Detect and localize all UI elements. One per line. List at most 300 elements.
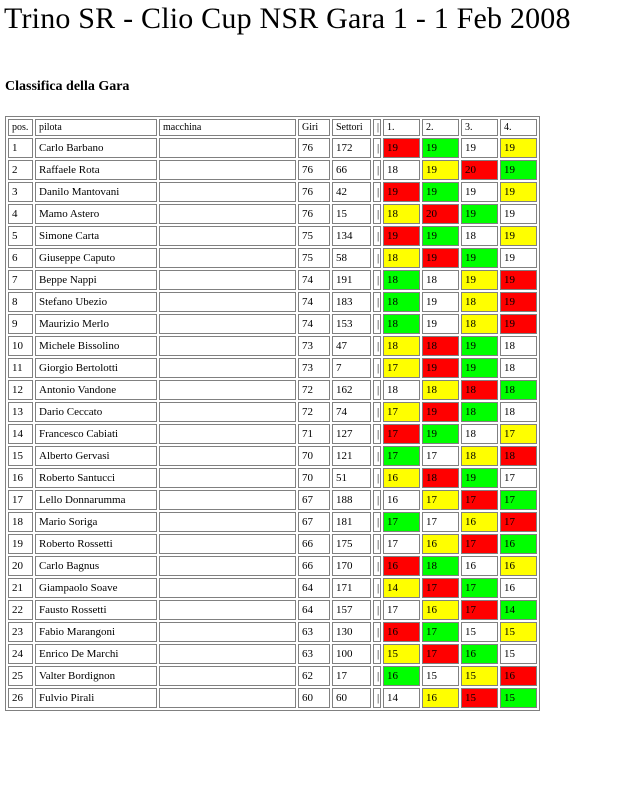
- cell-separator: |: [373, 380, 381, 400]
- cell-separator: |: [373, 292, 381, 312]
- cell-lane-1: 19: [383, 138, 420, 158]
- cell-giri: 72: [298, 380, 330, 400]
- cell-lane-3: 15: [461, 688, 498, 708]
- cell-lane-3: 19: [461, 248, 498, 268]
- cell-macchina: [159, 138, 296, 158]
- cell-separator: |: [373, 644, 381, 664]
- cell-lane-2: 16: [422, 600, 459, 620]
- cell-lane-2: 15: [422, 666, 459, 686]
- cell-lane-3: 18: [461, 314, 498, 334]
- cell-settori: 51: [332, 468, 371, 488]
- cell-separator: |: [373, 578, 381, 598]
- cell-separator: |: [373, 358, 381, 378]
- cell-giri: 70: [298, 446, 330, 466]
- cell-pos: 21: [8, 578, 33, 598]
- cell-pos: 12: [8, 380, 33, 400]
- cell-lane-3: 16: [461, 512, 498, 532]
- cell-lane-3: 18: [461, 292, 498, 312]
- table-row: [8, 688, 537, 708]
- table-row: [8, 292, 537, 312]
- cell-giri: 72: [298, 402, 330, 422]
- cell-lane-2: 17: [422, 622, 459, 642]
- cell-lane-4: 19: [500, 226, 537, 246]
- table-row: [8, 204, 537, 224]
- cell-lane-1: 17: [383, 446, 420, 466]
- table-row: [8, 402, 537, 422]
- cell-lane-1: 17: [383, 512, 420, 532]
- page-title: Trino SR - Clio Cup NSR Gara 1 - 1 Feb 2008: [4, 2, 571, 35]
- table-row: [8, 446, 537, 466]
- cell-macchina: [159, 336, 296, 356]
- cell-giri: 75: [298, 248, 330, 268]
- cell-lane-2: 19: [422, 402, 459, 422]
- cell-giri: 76: [298, 160, 330, 180]
- cell-pilota: Fabio Marangoni: [35, 622, 157, 642]
- cell-settori: 191: [332, 270, 371, 290]
- cell-macchina: [159, 424, 296, 444]
- header-giri: Giri: [298, 119, 330, 136]
- cell-separator: |: [373, 556, 381, 576]
- cell-lane-3: 18: [461, 402, 498, 422]
- cell-lane-3: 18: [461, 446, 498, 466]
- cell-lane-2: 18: [422, 380, 459, 400]
- cell-separator: |: [373, 336, 381, 356]
- cell-lane-4: 19: [500, 204, 537, 224]
- cell-separator: |: [373, 490, 381, 510]
- cell-pos: 5: [8, 226, 33, 246]
- cell-lane-2: 19: [422, 358, 459, 378]
- cell-separator: |: [373, 622, 381, 642]
- table-row: [8, 270, 537, 290]
- table-row: [8, 512, 537, 532]
- cell-lane-1: 18: [383, 314, 420, 334]
- results-table-body: [8, 119, 537, 708]
- cell-lane-4: 17: [500, 468, 537, 488]
- cell-lane-2: 17: [422, 490, 459, 510]
- table-row: [8, 644, 537, 664]
- cell-settori: 58: [332, 248, 371, 268]
- cell-macchina: [159, 446, 296, 466]
- cell-lane-2: 16: [422, 688, 459, 708]
- cell-macchina: [159, 688, 296, 708]
- header-separator: |: [373, 119, 381, 136]
- cell-settori: 134: [332, 226, 371, 246]
- cell-lane-3: 18: [461, 380, 498, 400]
- cell-pos: 6: [8, 248, 33, 268]
- cell-pilota: Mamo Astero: [35, 204, 157, 224]
- cell-settori: 15: [332, 204, 371, 224]
- cell-pilota: Carlo Barbano: [35, 138, 157, 158]
- cell-pilota: Dario Ceccato: [35, 402, 157, 422]
- cell-macchina: [159, 600, 296, 620]
- cell-settori: 172: [332, 138, 371, 158]
- cell-lane-3: 15: [461, 622, 498, 642]
- cell-pos: 22: [8, 600, 33, 620]
- cell-pilota: Carlo Bagnus: [35, 556, 157, 576]
- cell-lane-4: 18: [500, 336, 537, 356]
- cell-giri: 63: [298, 622, 330, 642]
- cell-pilota: Francesco Cabiati: [35, 424, 157, 444]
- cell-lane-1: 17: [383, 358, 420, 378]
- cell-lane-2: 16: [422, 534, 459, 554]
- cell-lane-2: 19: [422, 138, 459, 158]
- table-row: [8, 358, 537, 378]
- cell-pilota: Enrico De Marchi: [35, 644, 157, 664]
- cell-pilota: Roberto Rossetti: [35, 534, 157, 554]
- cell-macchina: [159, 292, 296, 312]
- cell-lane-1: 19: [383, 182, 420, 202]
- cell-lane-2: 18: [422, 270, 459, 290]
- cell-macchina: [159, 644, 296, 664]
- table-row: [8, 336, 537, 356]
- cell-lane-4: 15: [500, 644, 537, 664]
- header-pilota: pilota: [35, 119, 157, 136]
- cell-giri: 73: [298, 336, 330, 356]
- cell-lane-3: 15: [461, 666, 498, 686]
- cell-lane-2: 17: [422, 644, 459, 664]
- cell-lane-3: 19: [461, 358, 498, 378]
- cell-macchina: [159, 534, 296, 554]
- cell-pos: 26: [8, 688, 33, 708]
- cell-pos: 8: [8, 292, 33, 312]
- cell-pilota: Giampaolo Soave: [35, 578, 157, 598]
- table-row: [8, 534, 537, 554]
- cell-separator: |: [373, 512, 381, 532]
- cell-lane-4: 19: [500, 292, 537, 312]
- cell-lane-3: 19: [461, 336, 498, 356]
- cell-lane-1: 17: [383, 534, 420, 554]
- cell-pos: 13: [8, 402, 33, 422]
- cell-separator: |: [373, 314, 381, 334]
- cell-settori: 121: [332, 446, 371, 466]
- cell-pos: 10: [8, 336, 33, 356]
- table-row: [8, 182, 537, 202]
- cell-lane-1: 14: [383, 688, 420, 708]
- table-row: [8, 666, 537, 686]
- cell-settori: 66: [332, 160, 371, 180]
- cell-macchina: [159, 314, 296, 334]
- cell-lane-4: 16: [500, 534, 537, 554]
- table-row: [8, 490, 537, 510]
- header-macchina: macchina: [159, 119, 296, 136]
- header-lane-3: 3.: [461, 119, 498, 136]
- cell-lane-1: 17: [383, 402, 420, 422]
- cell-pilota: Simone Carta: [35, 226, 157, 246]
- table-row: [8, 314, 537, 334]
- cell-separator: |: [373, 160, 381, 180]
- table-row: [8, 424, 537, 444]
- cell-settori: 175: [332, 534, 371, 554]
- cell-settori: 47: [332, 336, 371, 356]
- cell-lane-2: 19: [422, 160, 459, 180]
- table-row: [8, 380, 537, 400]
- cell-lane-4: 14: [500, 600, 537, 620]
- cell-pilota: Fausto Rossetti: [35, 600, 157, 620]
- table-row: [8, 578, 537, 598]
- cell-pilota: Raffaele Rota: [35, 160, 157, 180]
- cell-pos: 20: [8, 556, 33, 576]
- cell-giri: 71: [298, 424, 330, 444]
- cell-lane-4: 19: [500, 314, 537, 334]
- cell-macchina: [159, 468, 296, 488]
- cell-giri: 74: [298, 270, 330, 290]
- results-table: [5, 116, 540, 711]
- cell-pos: 25: [8, 666, 33, 686]
- cell-lane-4: 19: [500, 160, 537, 180]
- cell-pos: 16: [8, 468, 33, 488]
- cell-pos: 4: [8, 204, 33, 224]
- cell-settori: 130: [332, 622, 371, 642]
- cell-macchina: [159, 248, 296, 268]
- cell-giri: 60: [298, 688, 330, 708]
- cell-pilota: Maurizio Merlo: [35, 314, 157, 334]
- cell-lane-4: 16: [500, 556, 537, 576]
- cell-pos: 11: [8, 358, 33, 378]
- cell-giri: 67: [298, 512, 330, 532]
- cell-lane-1: 18: [383, 380, 420, 400]
- table-row: [8, 160, 537, 180]
- section-heading: Classifica della Gara: [5, 79, 130, 94]
- cell-pos: 19: [8, 534, 33, 554]
- header-lane-4: 4.: [500, 119, 537, 136]
- cell-pos: 3: [8, 182, 33, 202]
- cell-settori: 162: [332, 380, 371, 400]
- table-row: [8, 622, 537, 642]
- cell-lane-2: 18: [422, 556, 459, 576]
- cell-lane-2: 19: [422, 292, 459, 312]
- table-row: [8, 248, 537, 268]
- cell-lane-3: 16: [461, 556, 498, 576]
- cell-lane-3: 19: [461, 138, 498, 158]
- cell-settori: 183: [332, 292, 371, 312]
- cell-settori: 127: [332, 424, 371, 444]
- cell-pos: 14: [8, 424, 33, 444]
- table-row: [8, 600, 537, 620]
- cell-macchina: [159, 380, 296, 400]
- cell-lane-3: 19: [461, 204, 498, 224]
- cell-macchina: [159, 490, 296, 510]
- cell-lane-4: 15: [500, 622, 537, 642]
- cell-lane-1: 14: [383, 578, 420, 598]
- cell-lane-4: 15: [500, 688, 537, 708]
- cell-lane-3: 18: [461, 226, 498, 246]
- cell-giri: 76: [298, 182, 330, 202]
- cell-macchina: [159, 160, 296, 180]
- cell-lane-2: 19: [422, 248, 459, 268]
- cell-giri: 63: [298, 644, 330, 664]
- header-row: [8, 119, 537, 136]
- cell-lane-1: 18: [383, 270, 420, 290]
- cell-pilota: Antonio Vandone: [35, 380, 157, 400]
- cell-lane-1: 18: [383, 248, 420, 268]
- cell-lane-4: 16: [500, 666, 537, 686]
- cell-separator: |: [373, 402, 381, 422]
- cell-lane-4: 18: [500, 446, 537, 466]
- cell-macchina: [159, 204, 296, 224]
- cell-macchina: [159, 182, 296, 202]
- cell-lane-4: 18: [500, 380, 537, 400]
- cell-separator: |: [373, 182, 381, 202]
- header-settori: Settori: [332, 119, 371, 136]
- cell-lane-3: 17: [461, 534, 498, 554]
- cell-macchina: [159, 666, 296, 686]
- cell-separator: |: [373, 534, 381, 554]
- cell-macchina: [159, 402, 296, 422]
- cell-pilota: Stefano Ubezio: [35, 292, 157, 312]
- cell-lane-3: 19: [461, 182, 498, 202]
- cell-pos: 23: [8, 622, 33, 642]
- cell-lane-4: 19: [500, 182, 537, 202]
- cell-settori: 100: [332, 644, 371, 664]
- cell-pilota: Michele Bissolino: [35, 336, 157, 356]
- cell-pos: 1: [8, 138, 33, 158]
- cell-lane-3: 17: [461, 600, 498, 620]
- table-row: [8, 226, 537, 246]
- cell-pilota: Fulvio Pirali: [35, 688, 157, 708]
- cell-pilota: Giorgio Bertolotti: [35, 358, 157, 378]
- table-row: [8, 468, 537, 488]
- cell-pilota: Danilo Mantovani: [35, 182, 157, 202]
- cell-settori: 17: [332, 666, 371, 686]
- cell-lane-2: 19: [422, 314, 459, 334]
- cell-settori: 60: [332, 688, 371, 708]
- cell-lane-1: 18: [383, 160, 420, 180]
- cell-macchina: [159, 578, 296, 598]
- cell-settori: 74: [332, 402, 371, 422]
- cell-lane-2: 18: [422, 468, 459, 488]
- cell-lane-4: 16: [500, 578, 537, 598]
- cell-giri: 75: [298, 226, 330, 246]
- cell-pos: 17: [8, 490, 33, 510]
- table-row: [8, 138, 537, 158]
- cell-giri: 62: [298, 666, 330, 686]
- cell-settori: 7: [332, 358, 371, 378]
- cell-pilota: Lello Donnarumma: [35, 490, 157, 510]
- cell-separator: |: [373, 468, 381, 488]
- cell-pilota: Valter Bordignon: [35, 666, 157, 686]
- cell-separator: |: [373, 666, 381, 686]
- cell-lane-4: 17: [500, 512, 537, 532]
- cell-settori: 170: [332, 556, 371, 576]
- cell-lane-3: 17: [461, 490, 498, 510]
- cell-lane-1: 16: [383, 666, 420, 686]
- cell-separator: |: [373, 248, 381, 268]
- cell-lane-1: 16: [383, 556, 420, 576]
- cell-lane-4: 17: [500, 424, 537, 444]
- cell-pilota: Mario Soriga: [35, 512, 157, 532]
- cell-settori: 153: [332, 314, 371, 334]
- cell-pos: 2: [8, 160, 33, 180]
- cell-macchina: [159, 358, 296, 378]
- cell-separator: |: [373, 138, 381, 158]
- cell-lane-1: 19: [383, 226, 420, 246]
- cell-settori: 181: [332, 512, 371, 532]
- cell-lane-2: 18: [422, 336, 459, 356]
- cell-macchina: [159, 556, 296, 576]
- cell-giri: 64: [298, 600, 330, 620]
- header-lane-2: 2.: [422, 119, 459, 136]
- cell-separator: |: [373, 204, 381, 224]
- cell-lane-2: 20: [422, 204, 459, 224]
- cell-pos: 9: [8, 314, 33, 334]
- cell-separator: |: [373, 270, 381, 290]
- cell-lane-3: 18: [461, 424, 498, 444]
- cell-giri: 70: [298, 468, 330, 488]
- cell-pilota: Roberto Santucci: [35, 468, 157, 488]
- cell-lane-4: 19: [500, 248, 537, 268]
- header-lane-1: 1.: [383, 119, 420, 136]
- cell-lane-4: 19: [500, 138, 537, 158]
- cell-lane-1: 18: [383, 204, 420, 224]
- cell-settori: 157: [332, 600, 371, 620]
- cell-macchina: [159, 622, 296, 642]
- cell-giri: 66: [298, 534, 330, 554]
- cell-lane-1: 16: [383, 622, 420, 642]
- table-row: [8, 556, 537, 576]
- cell-lane-1: 16: [383, 490, 420, 510]
- cell-giri: 66: [298, 556, 330, 576]
- cell-settori: 171: [332, 578, 371, 598]
- cell-pilota: Giuseppe Caputo: [35, 248, 157, 268]
- cell-pos: 7: [8, 270, 33, 290]
- cell-lane-2: 17: [422, 578, 459, 598]
- cell-giri: 73: [298, 358, 330, 378]
- cell-pos: 18: [8, 512, 33, 532]
- cell-lane-1: 16: [383, 468, 420, 488]
- cell-separator: |: [373, 446, 381, 466]
- cell-lane-3: 19: [461, 468, 498, 488]
- cell-pos: 24: [8, 644, 33, 664]
- cell-lane-2: 19: [422, 424, 459, 444]
- cell-lane-4: 19: [500, 270, 537, 290]
- cell-macchina: [159, 512, 296, 532]
- cell-lane-1: 15: [383, 644, 420, 664]
- cell-macchina: [159, 226, 296, 246]
- cell-lane-1: 18: [383, 292, 420, 312]
- cell-pilota: Beppe Nappi: [35, 270, 157, 290]
- cell-giri: 74: [298, 314, 330, 334]
- cell-macchina: [159, 270, 296, 290]
- cell-giri: 74: [298, 292, 330, 312]
- cell-settori: 188: [332, 490, 371, 510]
- cell-lane-3: 17: [461, 578, 498, 598]
- cell-lane-1: 17: [383, 424, 420, 444]
- cell-separator: |: [373, 226, 381, 246]
- cell-pos: 15: [8, 446, 33, 466]
- cell-lane-2: 17: [422, 512, 459, 532]
- cell-lane-4: 18: [500, 402, 537, 422]
- cell-giri: 76: [298, 204, 330, 224]
- cell-lane-4: 17: [500, 490, 537, 510]
- cell-settori: 42: [332, 182, 371, 202]
- cell-lane-3: 16: [461, 644, 498, 664]
- cell-giri: 64: [298, 578, 330, 598]
- cell-pilota: Alberto Gervasi: [35, 446, 157, 466]
- header-pos: pos.: [8, 119, 33, 136]
- cell-lane-3: 19: [461, 270, 498, 290]
- cell-lane-2: 19: [422, 182, 459, 202]
- cell-separator: |: [373, 424, 381, 444]
- cell-lane-4: 18: [500, 358, 537, 378]
- cell-lane-2: 17: [422, 446, 459, 466]
- cell-giri: 67: [298, 490, 330, 510]
- cell-lane-2: 19: [422, 226, 459, 246]
- cell-separator: |: [373, 688, 381, 708]
- cell-giri: 76: [298, 138, 330, 158]
- cell-lane-3: 20: [461, 160, 498, 180]
- cell-separator: |: [373, 600, 381, 620]
- cell-lane-1: 18: [383, 336, 420, 356]
